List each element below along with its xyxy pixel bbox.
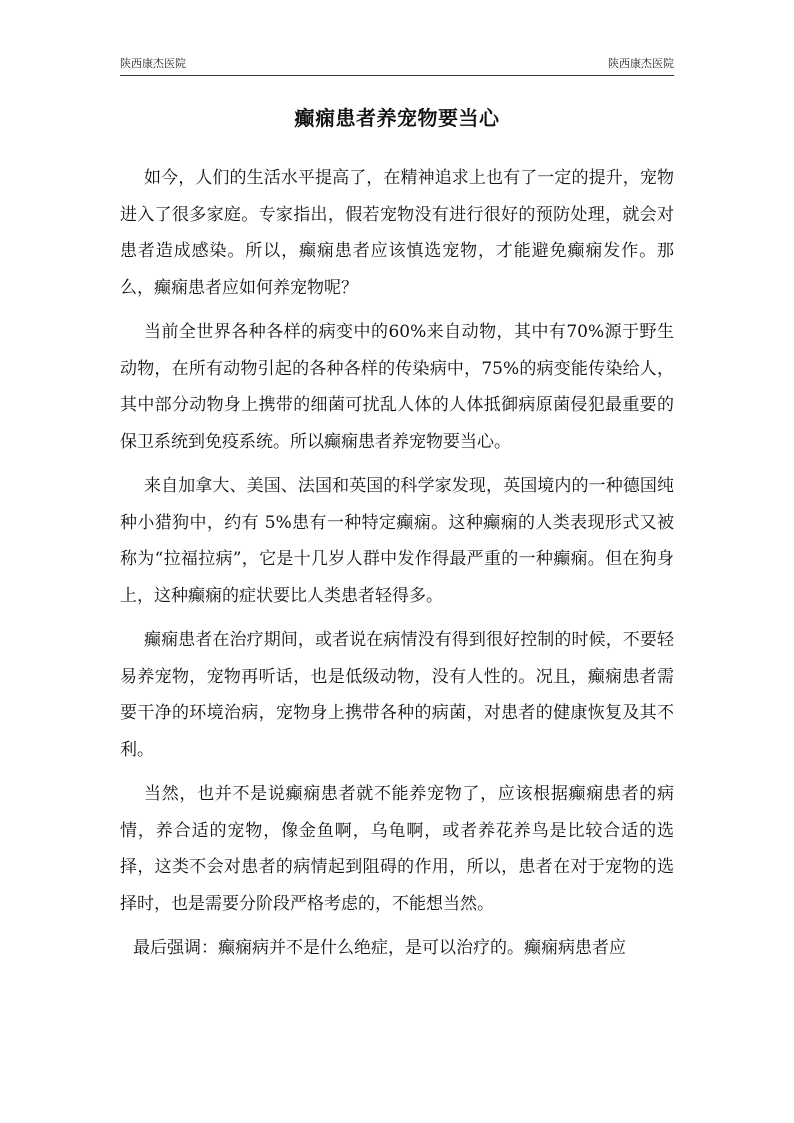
paragraph-conclusion: 最后强调：癫痫病并不是什么绝症，是可以治疗的。癫痫病患者应 bbox=[133, 938, 626, 958]
header-right-text: 陕西康杰医院 bbox=[608, 57, 674, 70]
paragraph-statistics: 当前全世界各种各样的病变中的60%来自动物，其中有70%源于野生动物，在所有动物引起的各种各样的传染病中，75%的病变能传染给人，其中部分动物身上携带的细菌可扰乱人体的人体抵御病原菌侵犯最重要的保卫系统到免疫系统。所以癫痫患者养宠物要当心。 bbox=[120, 322, 674, 452]
paragraph-research: 来自加拿大、美国、法国和英国的科学家发现，英国境内的一种德国纯种小猎狗中，约有 5%患有一种特定癫痫。这种癫痫的人类表现形式又被称为“拉福拉病”，它是十几岁人群中发作得最严重的一种癫痫。但在狗身上，这种癫痫的症状要比人类患者轻得多。 bbox=[120, 476, 674, 606]
paragraph-pet-choice: 当然，也并不是说癫痫患者就不能养宠物了，应该根据癫痫患者的病情，养合适的宠物，像金鱼啊，乌龟啊，或者养花养鸟是比较合适的选择，这类不会对患者的病情起到阻碍的作用，所以，患者在对于宠物的选择时，也是需要分阶段严格考虑的，不能想当然。 bbox=[120, 784, 674, 914]
document-title: 癫痫患者养宠物要当心 bbox=[294, 106, 500, 130]
page-header bbox=[120, 57, 674, 76]
document-body bbox=[120, 160, 674, 967]
paragraph-treatment-period: 癫痫患者在治疗期间，或者说在病情没有得到很好控制的时候，不要轻易养宠物，宠物再听话，也是低级动物，没有人性的。况且，癫痫患者需要干净的环境治病，宠物身上携带各种的病菌，对患者的健康恢复及其不利。 bbox=[120, 630, 674, 760]
paragraph-intro: 如今，人们的生活水平提高了，在精神追求上也有了一定的提升，宠物进入了很多家庭。专家指出，假若宠物没有进行很好的预防处理，就会对患者造成感染。所以，癫痫患者应该慎选宠物，才能避免癫痫发作。那么，癫痫患者应如何养宠物呢？ bbox=[120, 168, 674, 298]
header-left-text: 陕西康杰医院 bbox=[120, 57, 186, 70]
